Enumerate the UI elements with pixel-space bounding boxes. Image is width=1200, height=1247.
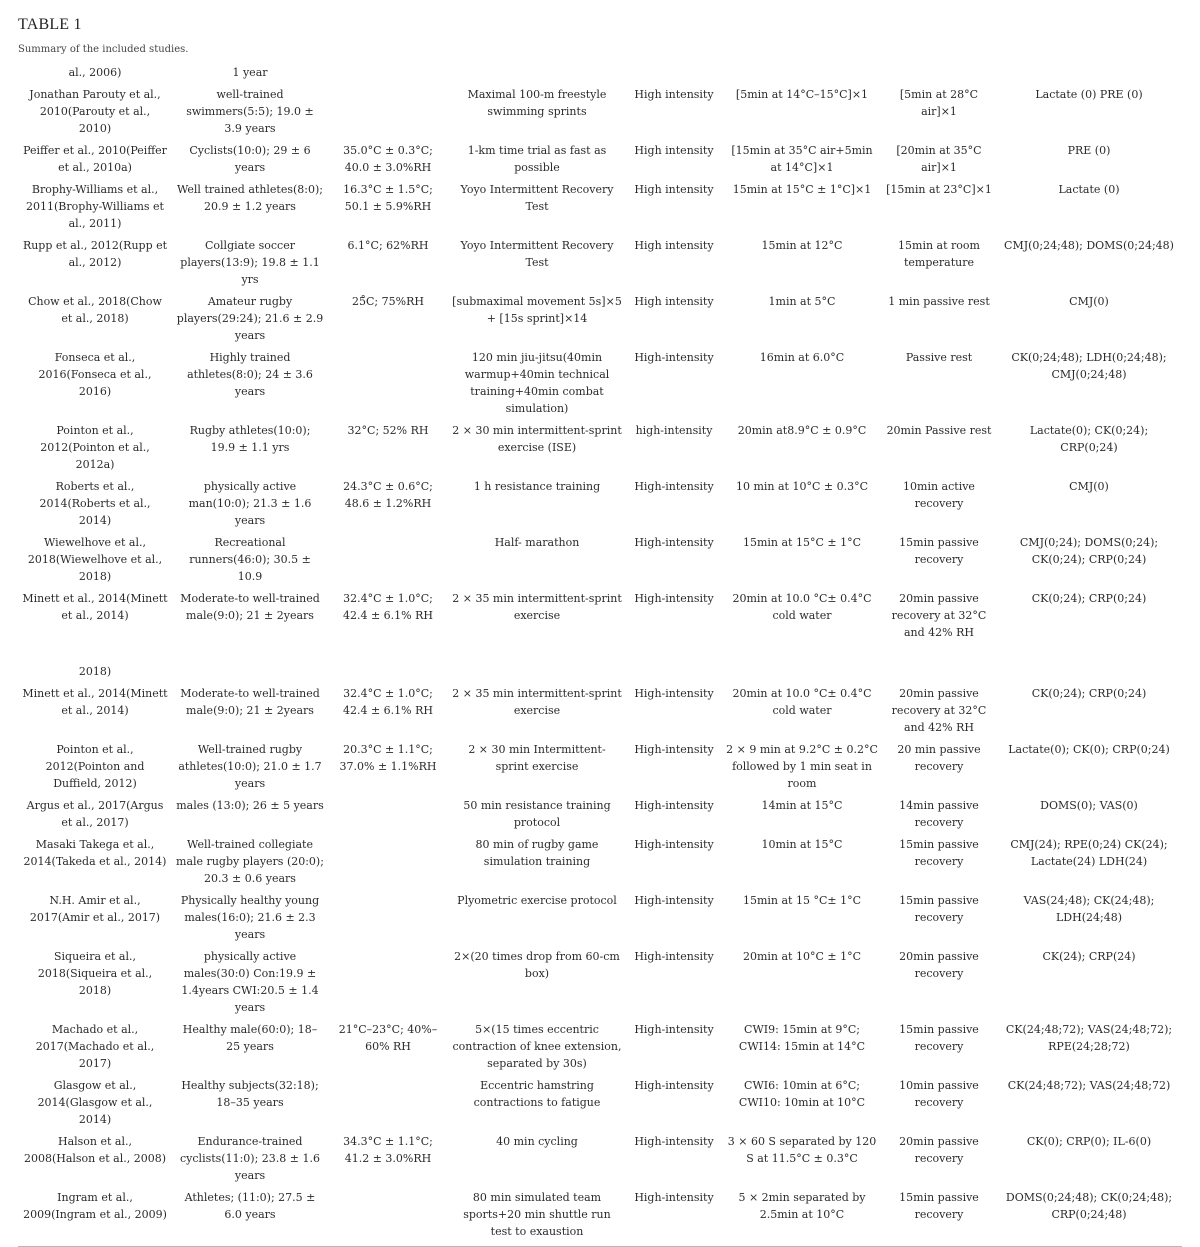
intensity-cell: High-intensity [634,536,714,549]
table-row [18,589,1182,645]
control-cell: 1 min passive rest [888,295,990,308]
study-cell: al., 2006) [68,66,122,79]
outcomes-cell: PRE (0) [1067,144,1111,157]
exercise-cell: Half- marathon [494,536,580,549]
intensity-cell: high-intensity [635,424,713,437]
outcomes-cell: Lactate (0) PRE (0) [1035,88,1143,101]
participants-cell: physically active man(10:0); 21.3 ± 1.6 years [188,480,312,527]
environment-cell: 32.4°C ± 1.0°C; 42.4 ± 6.1% RH [342,687,434,717]
study-cell: Halson et al., 2008(Halson et al., 2008) [23,1135,167,1165]
table-row [18,533,1182,589]
study-cell: Roberts et al., 2014(Roberts et al., 2014) [39,480,151,527]
environment-cell [328,662,448,684]
control-cell: 20min Passive rest [886,424,992,437]
intensity-cell [626,662,722,684]
table-row [18,1020,1182,1076]
intensity-cell: High-intensity [634,838,714,851]
cwi-protocol-cell: 2 × 9 min at 9.2°C ± 0.2°C followed by 1 min seat in room [726,743,878,790]
environment-cell [328,835,448,891]
study-cell: Peiffer et al., 2010(Peiffer et al., 2010a) [23,144,167,174]
environment-cell [328,63,448,85]
environment-cell [328,348,448,421]
study-cell: Rupp et al., 2012(Rupp et al., 2012) [22,239,168,269]
table-row [18,348,1182,421]
exercise-cell: 40 min cycling [496,1135,578,1148]
table-row [18,796,1182,835]
outcomes-cell [996,662,1182,684]
cwi-protocol-cell: CWI9: 15min at 9°C; CWI14: 15min at 14°C [738,1023,866,1053]
participants-cell: Collgiate soccer players(13:9); 19.8 ± 1.1 yrs [180,239,320,286]
participants-cell: Moderate-to well-trained male(9:0); 21 ± 2years [180,592,320,622]
participants-cell: Well trained athletes(8:0); 20.9 ± 1.2 years [177,183,323,213]
study-cell: Pointon et al., 2012(Pointon et al., 2012a) [40,424,150,471]
control-cell: 15min passive recovery [899,1023,979,1053]
study-cell: Minett et al., 2014(Minett et al., 2014) [22,592,168,622]
cwi-protocol-cell: 1min at 5°C [768,295,836,308]
cwi-protocol-cell [722,63,882,85]
outcomes-cell: CK(24;48;72); VAS(24;48;72) [1007,1079,1171,1092]
cwi-protocol-cell: 3 × 60 S separated by 120 S at 11.5°C ± 0.3°C [727,1135,877,1165]
outcomes-cell: CMJ(24); RPE(0;24) CK(24); Lactate(24) LDH(24) [1010,838,1168,868]
intensity-cell: High intensity [634,183,714,196]
study-cell: 2018) [78,665,112,678]
study-cell: Siqueira et al., 2018(Siqueira et al., 2018) [37,950,153,997]
outcomes-cell: Lactate(0); CK(0;24); CRP(0;24) [1029,424,1149,454]
outcomes-cell: CK(24); CRP(24) [1042,950,1136,963]
exercise-cell: 80 min of rugby game simulation training [475,838,599,868]
intensity-cell: High-intensity [634,480,714,493]
control-cell: 20min passive recovery [899,950,979,980]
cwi-protocol-cell: 20min at 10°C ± 1°C [742,950,862,963]
intensity-cell: High intensity [634,239,714,252]
intensity-cell: High-intensity [634,687,714,700]
participants-cell: Rugby athletes(10:0); 19.9 ± 1.1 yrs [189,424,311,454]
table-caption: Summary of the included studies. [18,44,189,55]
table-row [18,662,1182,684]
intensity-cell: High-intensity [634,592,714,605]
participants-cell: physically active males(30:0) Con:19.9 ± 1.4years CWI:20.5 ± 1.4 years [181,950,319,1014]
control-cell: [15min at 23°C]×1 [886,183,992,196]
cwi-protocol-cell: 20min at 10.0 °C± 0.4°C cold water [732,687,872,717]
table-row [18,236,1182,292]
environment-cell: 21°C–23°C; 40%–60% RH [338,1023,438,1053]
outcomes-cell [996,63,1182,85]
intensity-cell: High-intensity [634,894,714,907]
environment-cell: 6.1°C; 62%RH [347,239,429,252]
intensity-cell: High-intensity [634,351,714,364]
intensity-cell: High-intensity [634,743,714,756]
cwi-protocol-cell: 5 × 2min separated by 2.5min at 10°C [738,1191,866,1221]
environment-cell: 16.3°C ± 1.5°C; 50.1 ± 5.9%RH [343,183,433,213]
exercise-cell: [submaximal movement 5s]×5 + [15s sprint]×14 [452,295,622,325]
outcomes-cell: CMJ(0) [1069,480,1109,493]
exercise-cell: 2 × 35 min intermittent-sprint exercise [452,687,622,717]
environment-cell [328,85,448,141]
control-cell: 10min passive recovery [899,1079,979,1109]
environment-cell: 32.4°C ± 1.0°C; 42.4 ± 6.1% RH [342,592,434,622]
intensity-cell [626,63,722,85]
study-cell: Pointon et al., 2012(Pointon and Duffield, 2012) [45,743,145,790]
outcomes-cell: CK(0;24); CRP(0;24) [1031,592,1147,605]
outcomes-cell: CK(0); CRP(0); IL-6(0) [1026,1135,1152,1148]
exercise-cell: Maximal 100-m freestyle swimming sprints [467,88,607,118]
intensity-cell: High-intensity [634,1079,714,1092]
outcomes-cell: CMJ(0) [1069,295,1109,308]
control-cell: 15min passive recovery [899,838,979,868]
environment-cell: 34.3°C ± 1.1°C; 41.2 ± 3.0%RH [343,1135,433,1165]
table-row [18,421,1182,477]
study-cell: Fonseca et al., 2016(Fonseca et al., 2016) [38,351,152,398]
table-title: TABLE 1 [18,16,82,33]
cwi-protocol-cell: 16min at 6.0°C [759,351,845,364]
table-row [18,891,1182,947]
cwi-protocol-cell: [5min at 14°C–15°C]×1 [735,88,869,101]
study-cell: N.H. Amir et al., 2017(Amir et al., 2017) [29,894,161,924]
cwi-protocol-cell [722,662,882,684]
cwi-protocol-cell: CWI6: 10min at 6°C; CWI10: 10min at 10°C [738,1079,866,1109]
exercise-cell: Eccentric hamstring contractions to fatigue [473,1079,601,1109]
cwi-protocol-cell: 15min at 15°C ± 1°C [742,536,862,549]
intensity-cell: High intensity [634,295,714,308]
participants-cell: Physically healthy young males(16:0); 21.6 ± 2.3 years [180,894,320,941]
exercise-cell [448,662,626,684]
table-row [18,477,1182,533]
participants-cell: Cyclists(10:0); 29 ± 6 years [189,144,311,174]
cwi-protocol-cell: 10 min at 10°C ± 0.3°C [735,480,869,493]
environment-cell [328,1076,448,1132]
table-row [18,684,1182,740]
exercise-cell: Yoyo Intermittent Recovery Test [460,183,614,213]
exercise-cell: 5×(15 times eccentric contraction of knee extension, separated by 30s) [452,1023,622,1070]
control-cell: 20min passive recovery [899,1135,979,1165]
table-row [18,947,1182,1020]
intensity-cell: High-intensity [634,950,714,963]
participants-cell: Moderate-to well-trained male(9:0); 21 ± 2years [180,687,320,717]
environment-cell: 24.3°C ± 0.6°C; 48.6 ± 1.2%RH [343,480,433,510]
participants-cell: Highly trained athletes(8:0); 24 ± 3.6 years [187,351,313,398]
table-row [18,292,1182,348]
control-cell: 14min passive recovery [899,799,979,829]
intensity-cell: High intensity [634,88,714,101]
participants-cell: Recreational runners(46:0); 30.5 ± 10.9 [189,536,311,583]
cwi-protocol-cell: 10min at 15°C [761,838,843,851]
cwi-protocol-cell: 14min at 15°C [761,799,843,812]
study-cell: Wiewelhove et al., 2018(Wiewelhove et al., 2018) [27,536,163,583]
outcomes-cell: CMJ(0;24;48); DOMS(0;24;48) [1004,239,1174,252]
study-cell: Machado et al., 2017(Machado et al., 2017) [35,1023,155,1070]
table-row [18,740,1182,796]
participants-cell: 1 year [232,66,268,79]
cwi-protocol-cell: 15min at 15°C ± 1°C]×1 [732,183,872,196]
control-cell [882,662,996,684]
environment-cell [328,533,448,589]
study-cell: Jonathan Parouty et al., 2010(Parouty et al., 2010) [29,88,161,135]
table-gap-row [18,645,1182,662]
outcomes-cell: CMJ(0;24); DOMS(0;24); CK(0;24); CRP(0;24) [1019,536,1159,566]
environment-cell [328,947,448,1020]
environment-cell: 20.3°C ± 1.1°C; 37.0% ± 1.1%RH [339,743,437,773]
exercise-cell: Yoyo Intermittent Recovery Test [460,239,614,269]
exercise-cell: 2 × 30 min intermittent-sprint exercise (ISE) [452,424,622,454]
table-row [18,180,1182,236]
table-row [18,835,1182,891]
environment-cell [328,1188,448,1244]
table-row [18,1076,1182,1132]
exercise-cell: 2 × 30 min Intermittent-sprint exercise [468,743,606,773]
control-cell: 20min passive recovery at 32°C and 42% RH [891,592,987,639]
study-cell: Masaki Takega et al., 2014(Takeda et al., 2014) [23,838,167,868]
exercise-cell: Plyometric exercise protocol [457,894,617,907]
control-cell [882,63,996,85]
outcomes-cell: DOMS(0;24;48); CK(0;24;48); CRP(0;24;48) [1005,1191,1173,1221]
participants-cell: Well-trained rugby athletes(10:0); 21.0 ± 1.7 years [178,743,322,790]
cwi-protocol-cell: 20min at 10.0 °C± 0.4°C cold water [732,592,872,622]
table-row [18,141,1182,180]
exercise-cell: 1 h resistance training [473,480,601,493]
control-cell: 10min active recovery [903,480,975,510]
control-cell: [20min at 35°C air]×1 [896,144,982,174]
participants-cell: Healthy male(60:0); 18–25 years [182,1023,318,1053]
study-cell: Argus et al., 2017(Argus et al., 2017) [26,799,164,829]
cwi-protocol-cell: 20min at8.9°C ± 0.9°C [737,424,867,437]
outcomes-cell: CK(0;24;48); LDH(0;24;48); CMJ(0;24;48) [1011,351,1167,381]
outcomes-cell: Lactate (0) [1058,183,1120,196]
study-cell: Chow et al., 2018(Chow et al., 2018) [28,295,162,325]
control-cell: 15min passive recovery [899,894,979,924]
participants-cell: Amateur rugby players(29:24); 21.6 ± 2.9 years [176,295,324,342]
table-row [18,63,1182,85]
control-cell: 20 min passive recovery [897,743,981,773]
exercise-cell: 2×(20 times drop from 60-cm box) [454,950,620,980]
studies-table [18,63,1182,1244]
outcomes-cell: Lactate(0); CK(0); CRP(0;24) [1008,743,1170,756]
cwi-protocol-cell: [15min at 35°C air+5min at 14°C]×1 [731,144,873,174]
exercise-cell: 50 min resistance training protocol [463,799,611,829]
intensity-cell: High-intensity [634,1023,714,1036]
outcomes-cell: VAS(24;48); CK(24;48); LDH(24;48) [1023,894,1155,924]
control-cell: 15min passive recovery [899,1191,979,1221]
exercise-cell [448,63,626,85]
intensity-cell: High-intensity [634,1135,714,1148]
participants-cell: males (13:0); 26 ± 5 years [176,799,324,812]
environment-cell: 32°C; 52% RH [347,424,429,437]
intensity-cell: High-intensity [634,799,714,812]
gap-cell [18,645,1182,662]
table-row [18,85,1182,141]
exercise-cell: 120 min jiu-jitsu(40min warmup+40min technical training+40min combat simulation) [464,351,610,415]
participants-cell: Well-trained collegiate male rugby players (20:0); 20.3 ± 0.6 years [176,838,324,885]
environment-cell: 35.0°C ± 0.3°C; 40.0 ± 3.0%RH [343,144,433,174]
control-cell: 15min passive recovery [899,536,979,566]
exercise-cell: 2 × 35 min intermittent-sprint exercise [452,592,622,622]
control-cell: [5min at 28°C air]×1 [899,88,979,118]
cwi-protocol-cell: 15min at 12°C [761,239,843,252]
participants-cell [172,662,328,684]
table-row [18,1188,1182,1244]
study-cell: Brophy-Williams et al., 2011(Brophy-Williams et al., 2011) [26,183,164,230]
intensity-cell: High-intensity [634,1191,714,1204]
table-row [18,1132,1182,1188]
table-body [18,63,1182,1244]
control-cell: 15min at room temperature [898,239,980,269]
environment-cell [328,796,448,835]
environment-cell [328,891,448,947]
control-cell: Passive rest [905,351,973,364]
environment-cell: 25̊C; 75%RH [352,295,424,308]
study-cell: Ingram et al., 2009(Ingram et al., 2009) [23,1191,167,1221]
participants-cell: well-trained swimmers(5:5); 19.0 ± 3.9 years [186,88,314,135]
participants-cell: Athletes; (11:0); 27.5 ± 6.0 years [184,1191,316,1221]
intensity-cell: High intensity [634,144,714,157]
cwi-protocol-cell: 15min at 15 °C± 1°C [742,894,862,907]
exercise-cell: 1-km time trial as fast as possible [467,144,607,174]
participants-cell: Healthy subjects(32:18); 18–35 years [181,1079,319,1109]
outcomes-cell: CK(24;48;72); VAS(24;48;72); RPE(24;28;72) [1005,1023,1173,1053]
outcomes-cell: DOMS(0); VAS(0) [1040,799,1138,812]
exercise-cell: 80 min simulated team sports+20 min shuttle run test to exaustion [463,1191,611,1238]
outcomes-cell: CK(0;24); CRP(0;24) [1031,687,1147,700]
study-cell: Minett et al., 2014(Minett et al., 2014) [22,687,168,717]
study-cell: Glasgow et al., 2014(Glasgow et al., 2014) [37,1079,153,1126]
control-cell: 20min passive recovery at 32°C and 42% RH [891,687,987,734]
participants-cell: Endurance-trained cyclists(11:0); 23.8 ± 1.6 years [180,1135,320,1182]
